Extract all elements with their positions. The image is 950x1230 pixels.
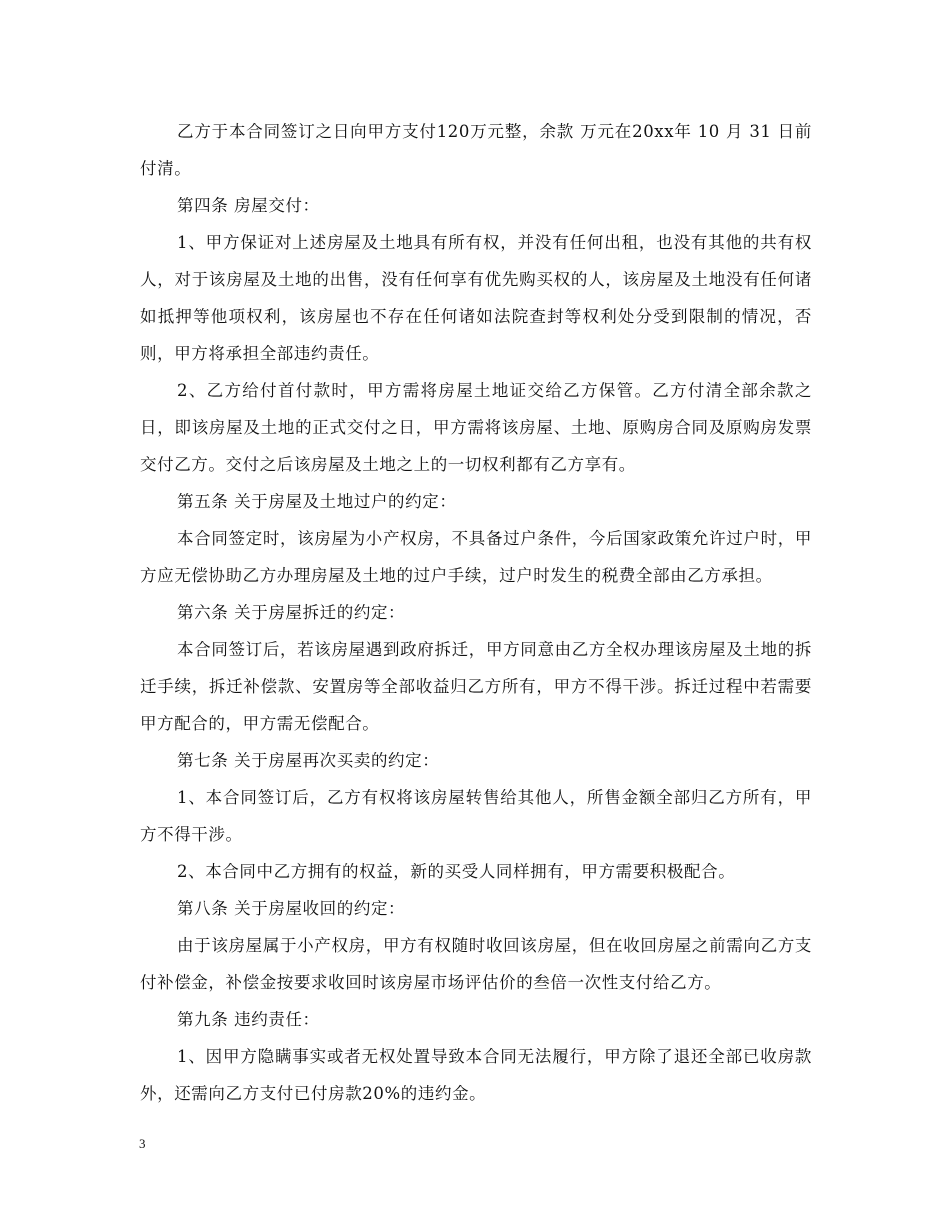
- paragraph-article-4-item-2: 2、乙方给付首付款时，甲方需将房屋土地证交给乙方保管。乙方付清全部余款之日，即该房屋及土地的正式交付之日，甲方需将该房屋、土地、原购房合同及原购房发票交付乙方。交付之后该房屋及土地之上的一切权利都有乙方享有。: [140, 381, 812, 474]
- heading-article-4: 第四条 房屋交付：: [177, 196, 320, 215]
- paragraph-article-7-item-2: 2、本合同中乙方拥有的权益，新的买受人同样拥有，甲方需要积极配合。: [177, 862, 736, 881]
- heading-article-9: 第九条 违约责任：: [177, 1010, 320, 1029]
- paragraph-article-7-item-1: 1、本合同签订后，乙方有权将该房屋转售给其他人，所售金额全部归乙方所有，甲方不得干涉。: [140, 788, 812, 844]
- paragraph-article-4-item-1: 1、甲方保证对上述房屋及土地具有所有权，并没有任何出租，也没有其他的共有权人，对于该房屋及土地的出售，没有任何享有优先购买权的人，该房屋及土地没有任何诸如抵押等他项权利，该房屋也不存在任何诸如法院查封等权利处分受到限制的情况，否则，甲方将承担全部违约责任。: [140, 233, 812, 363]
- paragraph-article-8: 由于该房屋属于小产权房，甲方有权随时收回该房屋，但在收回房屋之前需向乙方支付补偿金，补偿金按要求收回时该房屋市场评估价的叁倍一次性支付给乙方。: [140, 936, 812, 992]
- heading-article-5: 第五条 关于房屋及土地过户的约定：: [177, 492, 457, 511]
- document-body: [140, 113, 812, 1112]
- heading-article-8: 第八条 关于房屋收回的约定：: [177, 899, 406, 918]
- paragraph-article-5: 本合同签定时，该房屋为小产权房，不具备过户条件，今后国家政策允许过户时，甲方应无偿协助乙方办理房屋及土地的过户手续，过户时发生的税费全部由乙方承担。: [140, 529, 812, 585]
- paragraph-article-6: 本合同签订后，若该房屋遇到政府拆迁，甲方同意由乙方全权办理该房屋及土地的拆迁手续，拆迁补偿款、安置房等全部收益归乙方所有，甲方不得干涉。拆迁过程中若需要甲方配合的，甲方需无偿配合。: [140, 640, 812, 733]
- paragraph-article-9-item-1: 1、因甲方隐瞒事实或者无权处置导致本合同无法履行，甲方除了退还全部已收房款外，还需向乙方支付已付房款20%的违约金。: [140, 1047, 812, 1103]
- heading-article-7: 第七条 关于房屋再次买卖的约定：: [177, 751, 440, 770]
- paragraph-payment-terms: 乙方于本合同签订之日向甲方支付120万元整，余款 万元在20xx年 10 月 31 日前付清。: [140, 122, 812, 178]
- page-number: 3: [139, 1136, 146, 1151]
- heading-article-6: 第六条 关于房屋拆迁的约定：: [177, 603, 406, 622]
